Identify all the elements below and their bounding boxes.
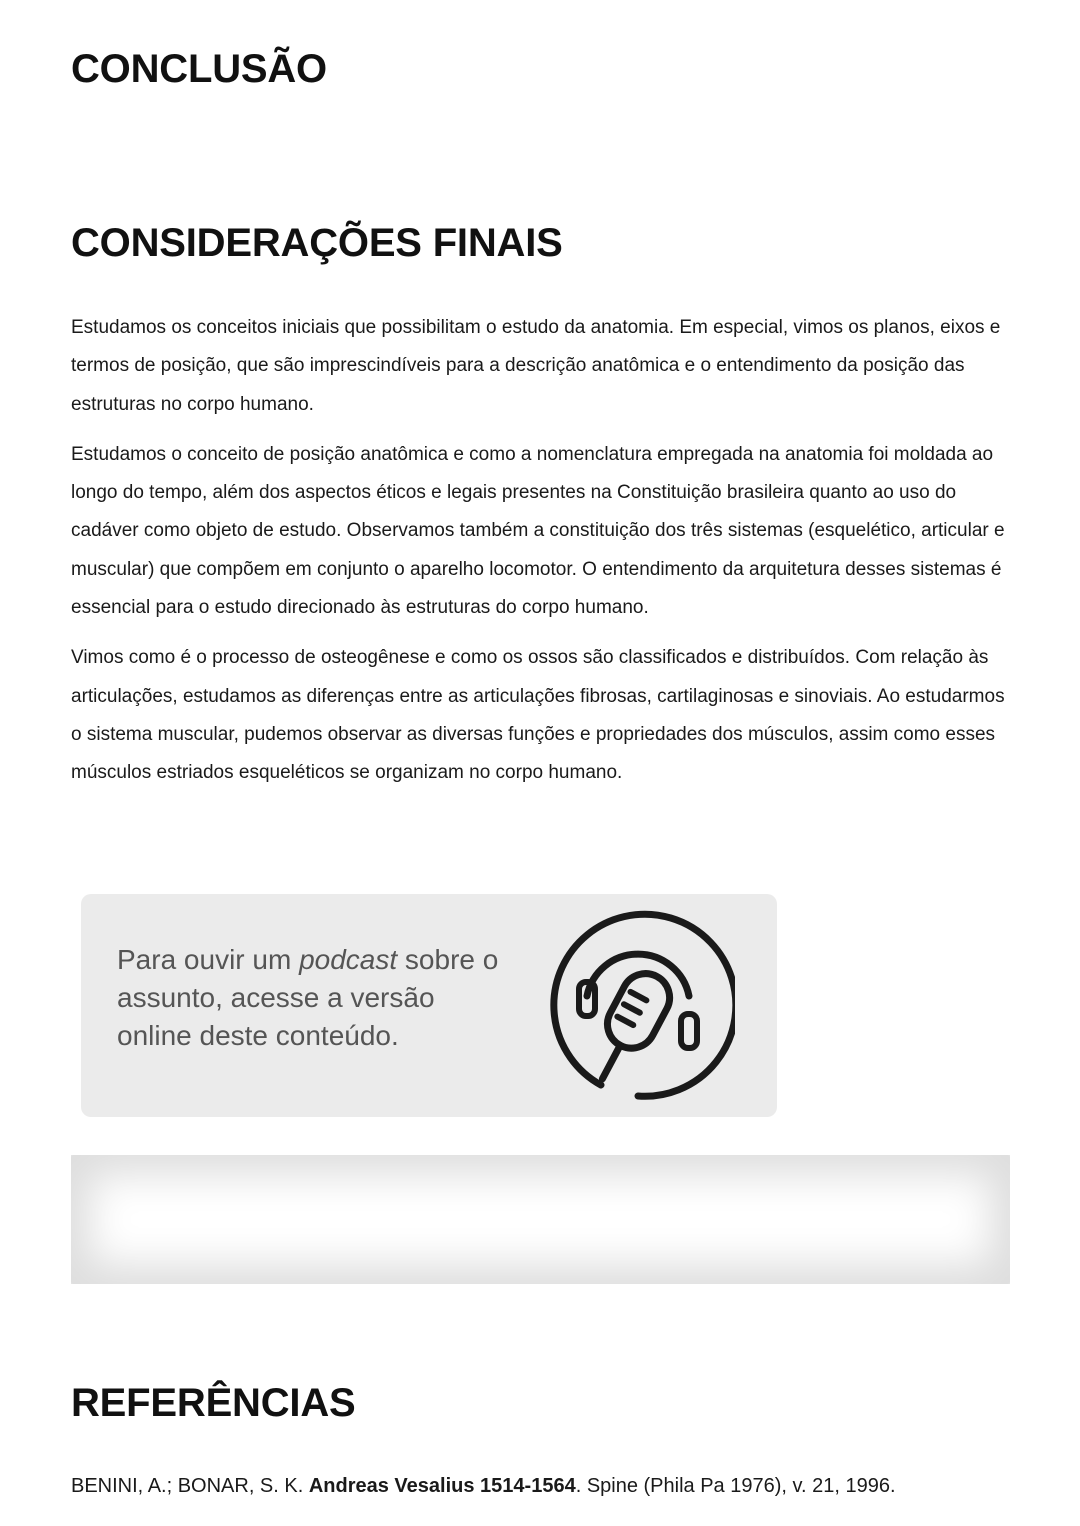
conclusion-body <box>71 309 1006 805</box>
section-title-consideracoes-finais: CONSIDERAÇÕES FINAIS <box>71 221 563 265</box>
decorative-band <box>71 1155 1010 1284</box>
podcast-microphone-icon <box>541 910 735 1109</box>
reference-details: . Spine (Phila Pa 1976), v. 21, 1996. <box>575 1475 896 1497</box>
reference-authors: BENINI, A.; BONAR, S. K. <box>71 1475 309 1497</box>
podcast-text-emphasis: podcast <box>299 944 398 975</box>
section-title-conclusao: CONCLUSÃO <box>71 47 327 91</box>
podcast-callout-text <box>117 941 517 1055</box>
paragraph: Estudamos os conceitos iniciais que possibilitam o estudo da anatomia. Em especial, vimos os planos, eixos e termos de posição, que são imprescindíveis para a descrição anatômica e o entendimento da posição das estruturas no corpo humano. <box>71 317 1001 415</box>
paragraph: Vimos como é o processo de osteogênese e como os ossos são classificados e distribuídos. Com relação às articulações, estudamos as diferenças entre as articulações fibrosas, cartilaginosas e sinoviais. Ao estudarmos o sistema muscular, pudemos observar as diversas funções e propriedades dos músculos, assim como esses músculos estriados esqueléticos se organizam no corpo humano. <box>71 647 1005 784</box>
decorative-band-inner <box>71 1155 1010 1284</box>
reference-entry <box>71 1475 896 1498</box>
reference-title: Andreas Vesalius 1514-1564 <box>308 1475 576 1497</box>
paragraph: Estudamos o conceito de posição anatômica e como a nomenclatura empregada na anatomia foi moldada ao longo do tempo, além dos aspectos éticos e legais presentes na Constituição brasileira quanto ao uso do cadáver como objeto de estudo. Observamos também a constituição dos três sistemas (esquelético, articular e muscular) que compõem em conjunto o aparelho locomotor. O entendimento da arquitetura desses sistemas é essencial para o estudo direcionado às estruturas do corpo humano. <box>71 443 1005 619</box>
podcast-text-end: sobre o assunto, acesse a versão online deste conteúdo. <box>117 944 499 1051</box>
podcast-callout <box>81 894 777 1117</box>
podcast-text-start: Para ouvir um <box>117 944 300 975</box>
section-title-referencias: REFERÊNCIAS <box>71 1381 356 1425</box>
